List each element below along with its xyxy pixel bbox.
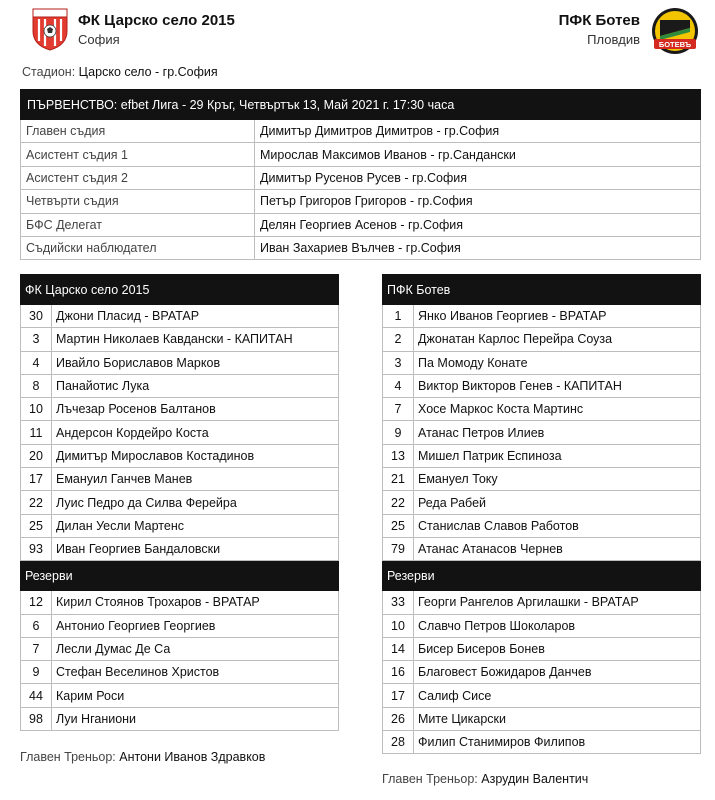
- player-number: 79: [383, 537, 414, 560]
- reserve-row: [21, 684, 339, 707]
- player-name: Емануел Току: [414, 468, 701, 491]
- tsarsko-selo-crest-icon: [31, 7, 69, 51]
- player-name: Лесли Думас Де Са: [52, 637, 339, 660]
- player-row: [383, 398, 701, 421]
- player-row: [21, 328, 339, 351]
- official-name: Мирослав Максимов Иванов - гр.Сандански: [255, 143, 701, 166]
- coach-name: Азрудин Валентич: [481, 772, 589, 786]
- official-role: Асистент съдия 1: [21, 143, 255, 166]
- player-number: 22: [383, 491, 414, 514]
- reserve-row: [383, 707, 701, 730]
- officials-table: [20, 89, 701, 260]
- player-name: Луис Педро да Силва Ферейра: [52, 491, 339, 514]
- player-number: 93: [21, 537, 52, 560]
- reserve-row: [383, 731, 701, 754]
- player-name: Мишел Патрик Еспиноза: [414, 444, 701, 467]
- official-role: Съдийски наблюдател: [21, 236, 255, 259]
- player-number: 1: [383, 305, 414, 328]
- player-number: 17: [21, 468, 52, 491]
- player-name: Филип Станимиров Филипов: [414, 731, 701, 754]
- player-row: [383, 421, 701, 444]
- championship-value: efbet Лига - 29 Кръг, Четвъртък 13, Май 2021 г. 17:30 часа: [120, 97, 455, 112]
- home-reserves-title: Резерви: [21, 561, 339, 591]
- player-name: Антонио Георгиев Георгиев: [52, 614, 339, 637]
- player-name: Джони Пласид - ВРАТАР: [52, 305, 339, 328]
- player-name: Салиф Сисе: [414, 684, 701, 707]
- player-name: Реда Рабей: [414, 491, 701, 514]
- player-number: 17: [383, 684, 414, 707]
- official-name: Иван Захариев Вълчев - гр.София: [255, 236, 701, 259]
- championship-label: ПЪРВЕНСТВО:: [27, 97, 118, 112]
- player-name: Георги Рангелов Аргилашки - ВРАТАР: [414, 591, 701, 614]
- player-row: [383, 468, 701, 491]
- reserve-row: [383, 591, 701, 614]
- player-number: 33: [383, 591, 414, 614]
- player-row: [21, 398, 339, 421]
- player-name: Па Момоду Конате: [414, 351, 701, 374]
- player-number: 25: [21, 514, 52, 537]
- coach-label: Главен Треньор:: [20, 750, 116, 764]
- player-name: Благовест Божидаров Данчев: [414, 661, 701, 684]
- player-name: Ивайло Бориславов Марков: [52, 351, 339, 374]
- player-number: 3: [21, 328, 52, 351]
- official-row: [21, 190, 701, 213]
- player-row: [21, 374, 339, 397]
- player-row: [383, 305, 701, 328]
- official-name: Делян Георгиев Асенов - гр.София: [255, 213, 701, 236]
- home-lineup-title: ФК Царско село 2015: [21, 275, 339, 305]
- official-row: [21, 166, 701, 189]
- official-row: [21, 236, 701, 259]
- reserve-row: [21, 637, 339, 660]
- reserve-row: [21, 707, 339, 730]
- player-number: 9: [21, 661, 52, 684]
- player-name: Мите Цикарски: [414, 707, 701, 730]
- player-row: [383, 351, 701, 374]
- player-number: 13: [383, 444, 414, 467]
- player-name: Лъчезар Росенов Балтанов: [52, 398, 339, 421]
- player-row: [21, 421, 339, 444]
- away-team-name: ПФК Ботев: [558, 12, 640, 29]
- player-number: 4: [21, 351, 52, 374]
- home-team-city: София: [78, 32, 120, 47]
- player-number: 12: [21, 591, 52, 614]
- away-reserves-title: Резерви: [383, 561, 701, 591]
- player-row: [21, 305, 339, 328]
- player-number: 10: [383, 614, 414, 637]
- player-number: 22: [21, 491, 52, 514]
- player-number: 3: [383, 351, 414, 374]
- official-row: [21, 143, 701, 166]
- player-name: Кирил Стоянов Трохаров - ВРАТАР: [52, 591, 339, 614]
- player-name: Луи Нганиони: [52, 707, 339, 730]
- official-row: [21, 213, 701, 236]
- player-name: Атанас Петров Илиев: [414, 421, 701, 444]
- player-name: Славчо Петров Шоколаров: [414, 614, 701, 637]
- player-number: 2: [383, 328, 414, 351]
- botev-crest-icon: [650, 6, 700, 56]
- coach-name: Антони Иванов Здравков: [119, 750, 266, 764]
- player-name: Станислав Славов Работов: [414, 514, 701, 537]
- player-number: 10: [21, 398, 52, 421]
- away-coach: [382, 772, 588, 786]
- player-row: [383, 374, 701, 397]
- player-number: 98: [21, 707, 52, 730]
- player-row: [21, 468, 339, 491]
- player-row: [383, 514, 701, 537]
- official-role: Асистент съдия 2: [21, 166, 255, 189]
- player-name: Димитър Мирославов Костадинов: [52, 444, 339, 467]
- player-name: Бисер Бисеров Бонев: [414, 637, 701, 660]
- stadium-label: Стадион:: [22, 65, 76, 79]
- player-name: Атанас Атанасов Чернев: [414, 537, 701, 560]
- player-name: Джонатан Карлос Перейра Соуза: [414, 328, 701, 351]
- player-name: Мартин Николаев Кавдански - КАПИТАН: [52, 328, 339, 351]
- official-role: БФС Делегат: [21, 213, 255, 236]
- player-row: [383, 328, 701, 351]
- player-number: 6: [21, 614, 52, 637]
- player-row: [383, 444, 701, 467]
- stadium-value: Царско село - гр.София: [78, 65, 218, 79]
- player-row: [21, 491, 339, 514]
- official-row: [21, 120, 701, 143]
- player-name: Панайотис Лука: [52, 374, 339, 397]
- player-name: Дилан Уесли Мартенс: [52, 514, 339, 537]
- reserve-row: [21, 661, 339, 684]
- player-number: 20: [21, 444, 52, 467]
- player-number: 8: [21, 374, 52, 397]
- reserve-row: [383, 684, 701, 707]
- reserve-row: [21, 614, 339, 637]
- player-number: 7: [21, 637, 52, 660]
- player-number: 14: [383, 637, 414, 660]
- player-name: Стефан Веселинов Христов: [52, 661, 339, 684]
- match-title-row: [21, 90, 701, 120]
- reserve-row: [21, 591, 339, 614]
- home-lineup-table: [20, 274, 339, 731]
- reserve-row: [383, 614, 701, 637]
- player-name: Карим Роси: [52, 684, 339, 707]
- player-name: Андерсон Кордейро Коста: [52, 421, 339, 444]
- player-number: 16: [383, 661, 414, 684]
- away-lineup-title: ПФК Ботев: [383, 275, 701, 305]
- player-number: 25: [383, 514, 414, 537]
- player-number: 11: [21, 421, 52, 444]
- official-role: Четвърти съдия: [21, 190, 255, 213]
- player-name: Иван Георгиев Бандаловски: [52, 537, 339, 560]
- player-number: 26: [383, 707, 414, 730]
- player-name: Емануил Ганчев Манев: [52, 468, 339, 491]
- player-number: 44: [21, 684, 52, 707]
- player-row: [383, 537, 701, 560]
- player-row: [21, 514, 339, 537]
- stadium-info: [22, 65, 218, 79]
- player-name: Виктор Викторов Генев - КАПИТАН: [414, 374, 701, 397]
- player-number: 28: [383, 731, 414, 754]
- player-row: [383, 491, 701, 514]
- away-lineup-table: [382, 274, 701, 754]
- player-row: [21, 537, 339, 560]
- reserve-row: [383, 637, 701, 660]
- player-name: Янко Иванов Георгиев - ВРАТАР: [414, 305, 701, 328]
- player-number: 9: [383, 421, 414, 444]
- player-number: 30: [21, 305, 52, 328]
- coach-label: Главен Треньор:: [382, 772, 478, 786]
- player-row: [21, 444, 339, 467]
- home-coach: [20, 750, 265, 764]
- home-team-name: ФК Царско село 2015: [78, 12, 235, 29]
- svg-text:БОТЕВЪ: БОТЕВЪ: [658, 40, 692, 49]
- player-number: 21: [383, 468, 414, 491]
- official-role: Главен съдия: [21, 120, 255, 143]
- player-number: 7: [383, 398, 414, 421]
- player-row: [21, 351, 339, 374]
- match-header: [0, 0, 715, 62]
- official-name: Димитър Русенов Русев - гр.София: [255, 166, 701, 189]
- away-team-city: Пловдив: [587, 32, 640, 47]
- player-number: 4: [383, 374, 414, 397]
- player-name: Хосе Маркос Коста Мартинс: [414, 398, 701, 421]
- official-name: Димитър Димитров Димитров - гр.София: [255, 120, 701, 143]
- reserve-row: [383, 661, 701, 684]
- official-name: Петър Григоров Григоров - гр.София: [255, 190, 701, 213]
